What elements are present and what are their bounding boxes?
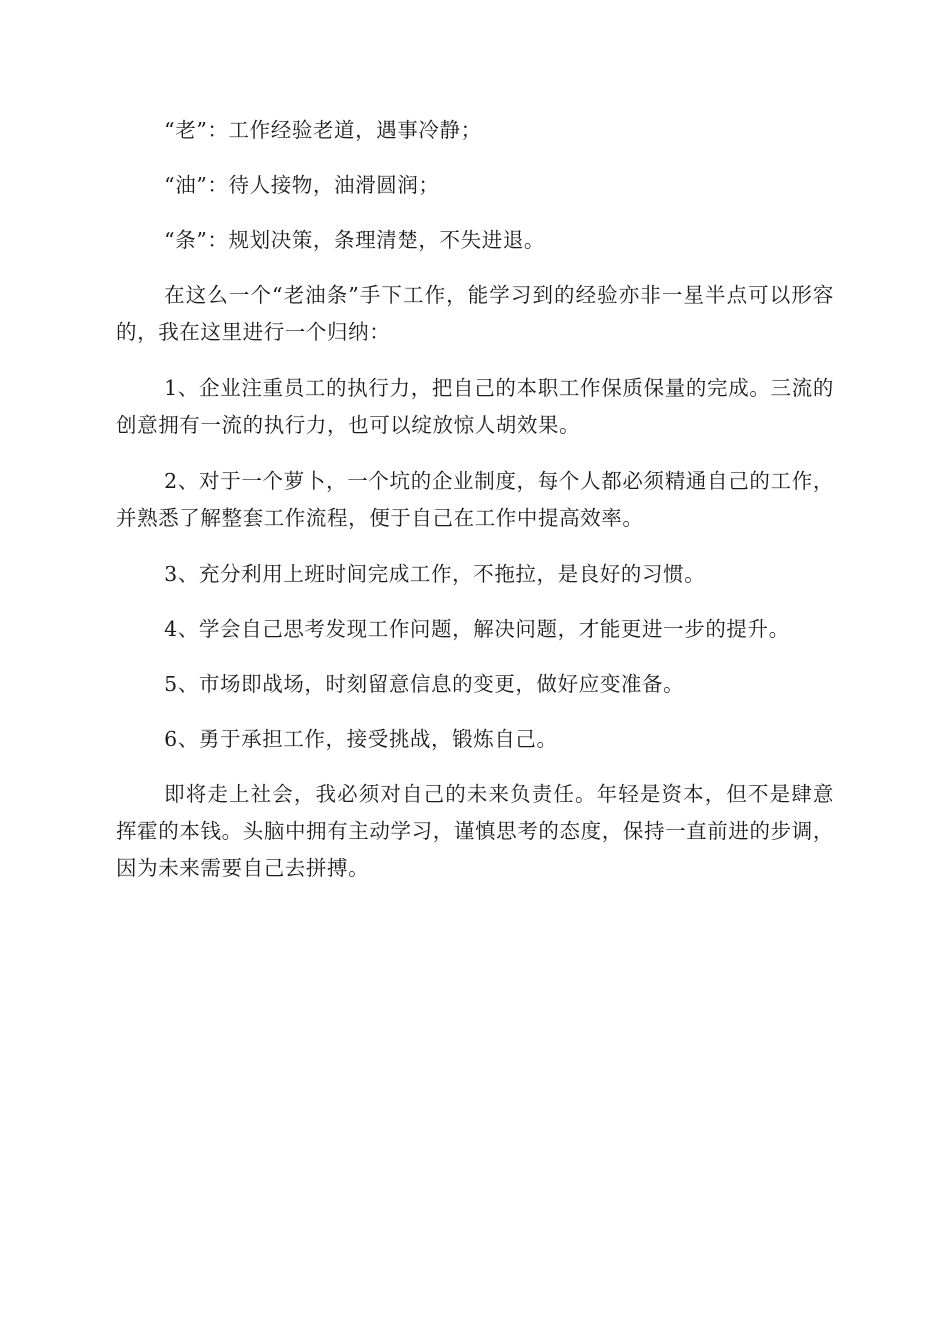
document-body — [116, 112, 834, 906]
conclusion-paragraph: 即将走上社会，我必须对自己的未来负责任。年轻是资本，但不是肆意挥霍的本钱。头脑中拥有主动学习，谨慎思考的态度，保持一直前进的步调，因为未来需要自己去拼搏。 — [116, 782, 834, 880]
definition-you: “油”：待人接物，油滑圆润； — [164, 173, 440, 197]
definition-tiao: “条”：规划决策，条理清楚，不失进退。 — [164, 228, 546, 252]
intro-paragraph: 在这么一个“老油条”手下工作，能学习到的经验亦非一星半点可以形容的，我在这里进行一个归纳： — [116, 283, 834, 344]
list-item: 4、学会自己思考发现工作问题，解决问题，才能更进一步的提升。 — [164, 617, 790, 641]
list-item: 5、市场即战场，时刻留意信息的变更，做好应变准备。 — [164, 672, 685, 696]
definition-lao: “老”：工作经验老道，遇事冷静； — [164, 118, 482, 142]
list-item: 2、对于一个萝卜，一个坑的企业制度，每个人都必须精通自己的工作，并熟悉了解整套工作流程，便于自己在工作中提高效率。 — [116, 469, 834, 530]
list-item: 6、勇于承担工作，接受挑战，锻炼自己。 — [164, 727, 558, 751]
list-item: 1、企业注重员工的执行力，把自己的本职工作保质保量的完成。三流的创意拥有一流的执行力，也可以绽放惊人胡效果。 — [116, 376, 834, 437]
list-item: 3、充分利用上班时间完成工作，不拖拉，是良好的习惯。 — [164, 562, 706, 586]
